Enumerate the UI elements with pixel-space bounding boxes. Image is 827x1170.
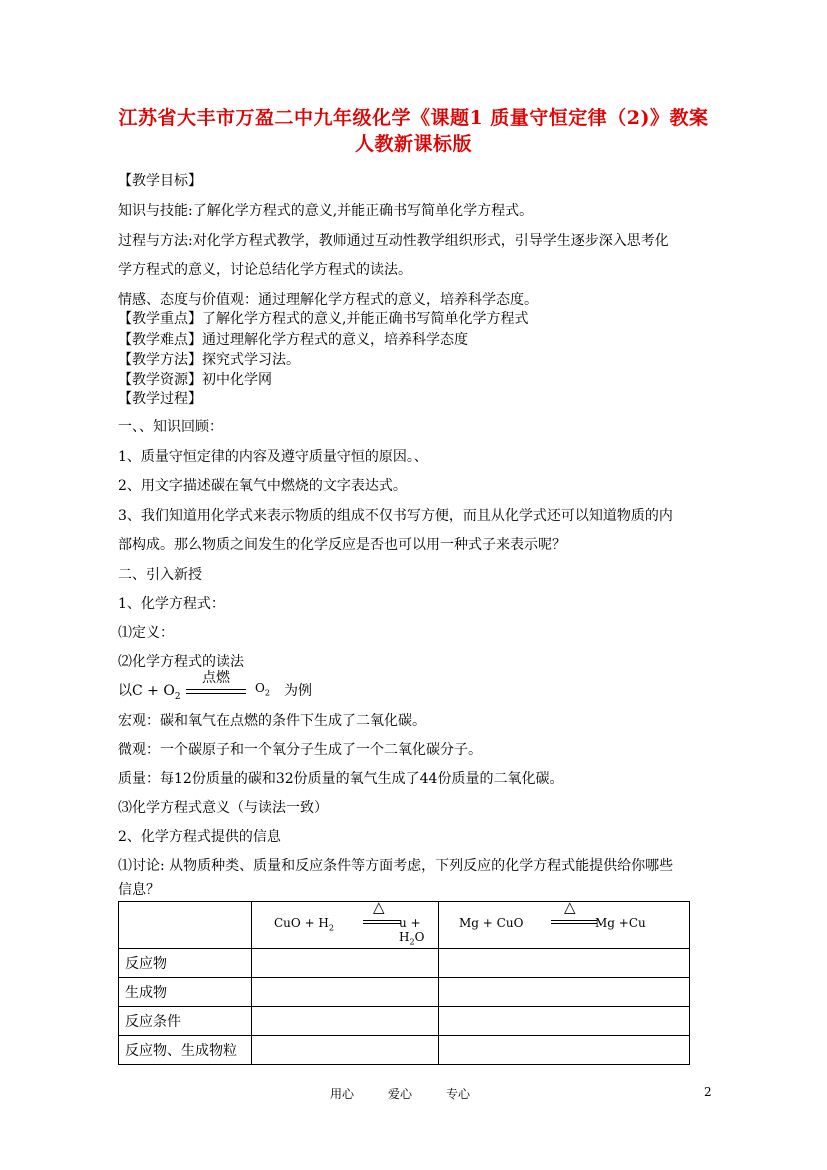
table-header-eq1: CuO + $H_2$ △ $u + H_2O$ (252, 902, 439, 949)
table-row (119, 978, 690, 1007)
row-label-particles: 反应物、生成物粒 (119, 1036, 252, 1065)
table-row (119, 1036, 690, 1065)
table-header-row (119, 902, 690, 949)
micro-reading: 微观：一个碳原子和一个氧分子生成了一个二氧化碳分子。 (118, 742, 482, 758)
meaning-item: ⑶化学方程式意义（与读法一致） (118, 800, 328, 816)
objective-process-cont: 学方程式的意义，讨论总结化学方程式的读法。 (118, 262, 412, 278)
chem-equation-heading: 1、化学方程式： (118, 596, 225, 612)
footer-motto-1: 用心 (330, 1087, 355, 1101)
objective-knowledge: 知识与技能:了解化学方程式的意义,并能正确书写简单化学方程式。 (118, 203, 534, 219)
heat-icon: △ (564, 898, 576, 916)
table-header-eq2: Mg + CuO △ Mg +Cu (439, 902, 690, 949)
equation-info-table (118, 898, 690, 1065)
mass-reading: 质量：每12份质量的碳和32份质量的氧气生成了44份质量的二氧化碳。 (118, 771, 564, 787)
review-heading: 一、、知识回顾： (118, 419, 223, 435)
equation-suffix: 为例 (284, 683, 312, 699)
review-item-1: 1、质量守恒定律的内容及遵守质量守恒的原因。、 (118, 449, 428, 465)
condition-label: 点燃 (202, 670, 230, 686)
table-header-empty (119, 902, 252, 949)
row-label-products: 生成物 (119, 978, 252, 1007)
teaching-process: 【教学过程】 (118, 391, 202, 407)
key-point: 【教学重点】了解化学方程式的意义,并能正确书写简单化学方程式 (118, 311, 529, 327)
teaching-resource: 【教学资源】初中化学网 (118, 372, 272, 388)
difficult-point: 【教学难点】通过理解化学方程式的意义，培养科学态度 (118, 332, 468, 348)
table-row (119, 949, 690, 978)
objective-attitude: 情感、态度与价值观：通过理解化学方程式的意义，培养科学态度。 (118, 292, 538, 308)
title-line-2: 人教新课标版 (354, 133, 472, 155)
new-lesson-heading: 二、引入新授 (118, 567, 202, 583)
page-number: 2 (704, 1085, 712, 1099)
review-item-2: 2、用文字描述碳在氧气中燃烧的文字表达式。 (118, 478, 407, 494)
equation-product: $O_2$ (255, 681, 270, 698)
heat-icon: △ (373, 898, 385, 916)
objective-process: 过程与方法:对化学方程式教学，教师通过互动性教学组织形式，引导学生逐步深入思考化 (118, 233, 669, 249)
footer-motto-2: 爱心 (388, 1087, 413, 1101)
review-item-3: 3、我们知道用化学式来表示物质的组成不仅书写方便，而且从化学式还可以知道物质的内 (118, 508, 673, 524)
footer-motto-3: 专心 (446, 1087, 471, 1101)
equation-arrow-bottom (186, 693, 246, 694)
table-row (119, 1007, 690, 1036)
teaching-method: 【教学方法】探究式学习法。 (118, 352, 300, 368)
discussion-item: ⑴讨论: 从物质种类、质量和反应条件等方面考虑，下列反应的化学方程式能提供给你哪些 (118, 858, 674, 874)
row-label-reactants: 反应物 (119, 949, 252, 978)
reading-method-item: ⑵化学方程式的读法 (118, 654, 244, 670)
macro-reading: 宏观：碳和氧气在点燃的条件下生成了二氧化碳。 (118, 713, 426, 729)
definition-item: ⑴定义： (118, 625, 174, 641)
equation-reactants: 以$C + O_2$ (118, 683, 181, 702)
title-line-1: 江苏省大丰市万盈二中九年级化学《课题1 质量守恒定律（2)》教案 (118, 107, 709, 129)
row-label-conditions: 反应条件 (119, 1007, 252, 1036)
info-heading: 2、化学方程式提供的信息 (118, 829, 281, 845)
equation-arrow-top (186, 689, 246, 690)
section-objectives: 【教学目标】 (118, 173, 202, 189)
discussion-item-cont: 信息？ (118, 882, 160, 898)
review-item-3-cont: 部构成。那么物质之间发生的化学反应是否也可以用一种式子来表示呢？ (118, 537, 566, 553)
